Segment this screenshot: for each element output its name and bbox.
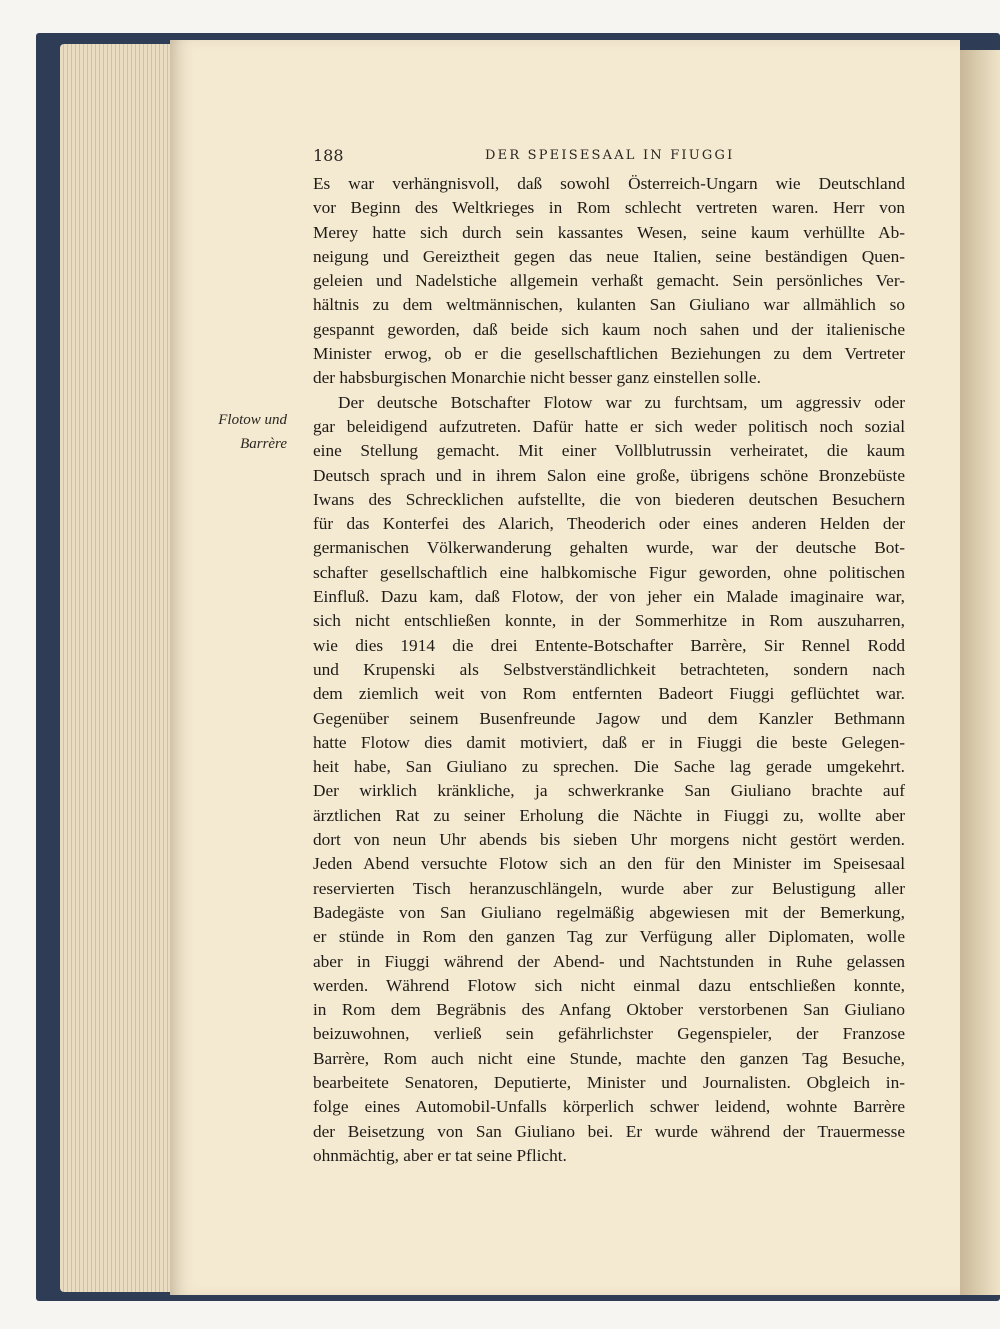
page-edges [60, 44, 180, 1292]
text-line: dem ziemlich weit von Rom entfernten Badeort Fiuggi geflüchtet war. [313, 684, 905, 704]
text-line: Merey hatte sich durch sein kassantes Wesen, seine kaum verhüllte Ab- [313, 222, 905, 242]
next-page-edge [960, 50, 1000, 1295]
text-line: Deutsch sprach und in ihrem Salon eine große, übrigens schöne Bronzebüste [313, 465, 905, 485]
text-line: ärztlichen Rat zu seiner Erholung die Nächte in Fiuggi zu, wollte aber [313, 805, 905, 825]
text-line: wie dies 1914 die drei Entente-Botschafter Barrère, Sir Rennel Rodd [313, 635, 905, 655]
text-line: werden. Während Flotow sich nicht einmal dazu entschließen konnte, [313, 975, 905, 995]
text-line: Einfluß. Dazu kam, daß Flotow, der von jeher ein Malade imaginaire war, [313, 587, 905, 607]
text-line: Iwans des Schrecklichen aufstellte, die von biederen deutschen Besuchern [313, 489, 905, 509]
text-line: hatte Flotow dies damit motiviert, daß er in Fiuggi die beste Gelegen- [313, 732, 905, 752]
text-line: Barrère, Rom auch nicht eine Stunde, machte den ganzen Tag Besuche, [313, 1048, 905, 1068]
text-line: Jeden Abend versuchte Flotow sich an den für den Minister im Speisesaal [313, 854, 905, 874]
text-line: sich nicht entschließen konnte, in der Sommerhitze in Rom auszuharren, [313, 611, 905, 631]
text-line: aber in Fiuggi während der Abend- und Nachtstunden in Ruhe gelassen [313, 951, 905, 971]
text-line: neigung und Gereiztheit gegen das neue Italien, seine beständigen Quen- [313, 246, 905, 266]
text-line: Minister erwog, ob er die gesellschaftlichen Beziehungen zu dem Vertreter [313, 344, 905, 364]
text-line: hältnis zu dem weltmännischen, kulanten San Giuliano war allmählich so [313, 295, 905, 315]
text-line: Der deutsche Botschafter Flotow war zu furchtsam, um aggressiv oder [338, 392, 905, 412]
margin-note-line: Flotow und [218, 412, 287, 428]
text-line: Es war verhängnisvoll, daß sowohl Österreich-Ungarn wie Deutschland [313, 174, 905, 193]
text-line: der Beisetzung von San Giuliano bei. Er wurde während der Trauermesse [313, 1121, 905, 1141]
text-line: schafter gesellschaftlich eine halbkomische Figur geworden, ohne politischen [313, 562, 905, 582]
text-line: geleien und Nadelstiche allgemein verhaßt gemacht. Sein persönliches Ver- [313, 271, 905, 291]
text-line: Gegenüber seinem Busenfreunde Jagow und dem Kanzler Bethmann [313, 708, 905, 728]
text-line: dort von neun Uhr abends bis sieben Uhr morgens nicht gestört werden. [313, 830, 905, 850]
text-line: und Krupenski als Selbstverständlichkeit betrachteten, sondern nach [313, 659, 905, 679]
text-line: bearbeitete Senatoren, Deputierte, Minister und Journalisten. Obgleich in- [313, 1072, 905, 1092]
text-line: gespannt geworden, daß beide sich kaum noch sahen und der italienische [313, 319, 905, 339]
text-line: folge eines Automobil-Unfalls körperlich schwer leidend, wohnte Barrère [313, 1097, 905, 1117]
text-line: gar beleidigend aufzutreten. Dafür hatte er sich weder politisch noch sozial [313, 416, 905, 436]
text-line: heit habe, San Giuliano zu sprechen. Die Sache lag gerade umgekehrt. [313, 757, 905, 777]
text-line: für das Konterfei des Alarich, Theoderich oder eines anderen Helden der [313, 514, 905, 534]
page-number: 188 [313, 146, 344, 165]
text-line: Badegäste von San Giuliano regelmäßig abgewiesen mit der Bemerkung, [313, 902, 905, 922]
text-line: vor Beginn des Weltkrieges in Rom schlecht vertreten waren. Herr von [313, 198, 905, 218]
text-line: beizuwohnen, verließ sein gefährlichster Gegenspieler, der Franzose [313, 1024, 905, 1044]
body-text [313, 172, 905, 1168]
text-line: germanischen Völkerwanderung gehalten wurde, war der deutsche Bot- [313, 538, 905, 558]
text-line: der habsburgischen Monarchie nicht besser ganz einstellen solle. [313, 368, 761, 388]
margin-note-line: Barrère [240, 436, 287, 452]
running-head: DER SPEISESAAL IN FIUGGI [485, 148, 735, 163]
text-line: ohnmächtig, aber er tat seine Pflicht. [313, 1145, 567, 1165]
margin-note [218, 408, 287, 456]
text-line: er stünde in Rom den ganzen Tag zur Verfügung aller Diplomaten, wolle [313, 927, 905, 947]
text-line: in Rom dem Begräbnis des Anfang Oktober verstorbenen San Giuliano [313, 1000, 905, 1020]
text-line: reservierten Tisch heranzuschlängeln, wurde aber zur Belustigung aller [313, 878, 905, 898]
text-line: eine Stellung gemacht. Mit einer Vollblutrussin verheiratet, die kaum [313, 441, 905, 461]
text-line: Der wirklich kränkliche, ja schwerkranke San Giuliano brachte auf [313, 781, 905, 801]
